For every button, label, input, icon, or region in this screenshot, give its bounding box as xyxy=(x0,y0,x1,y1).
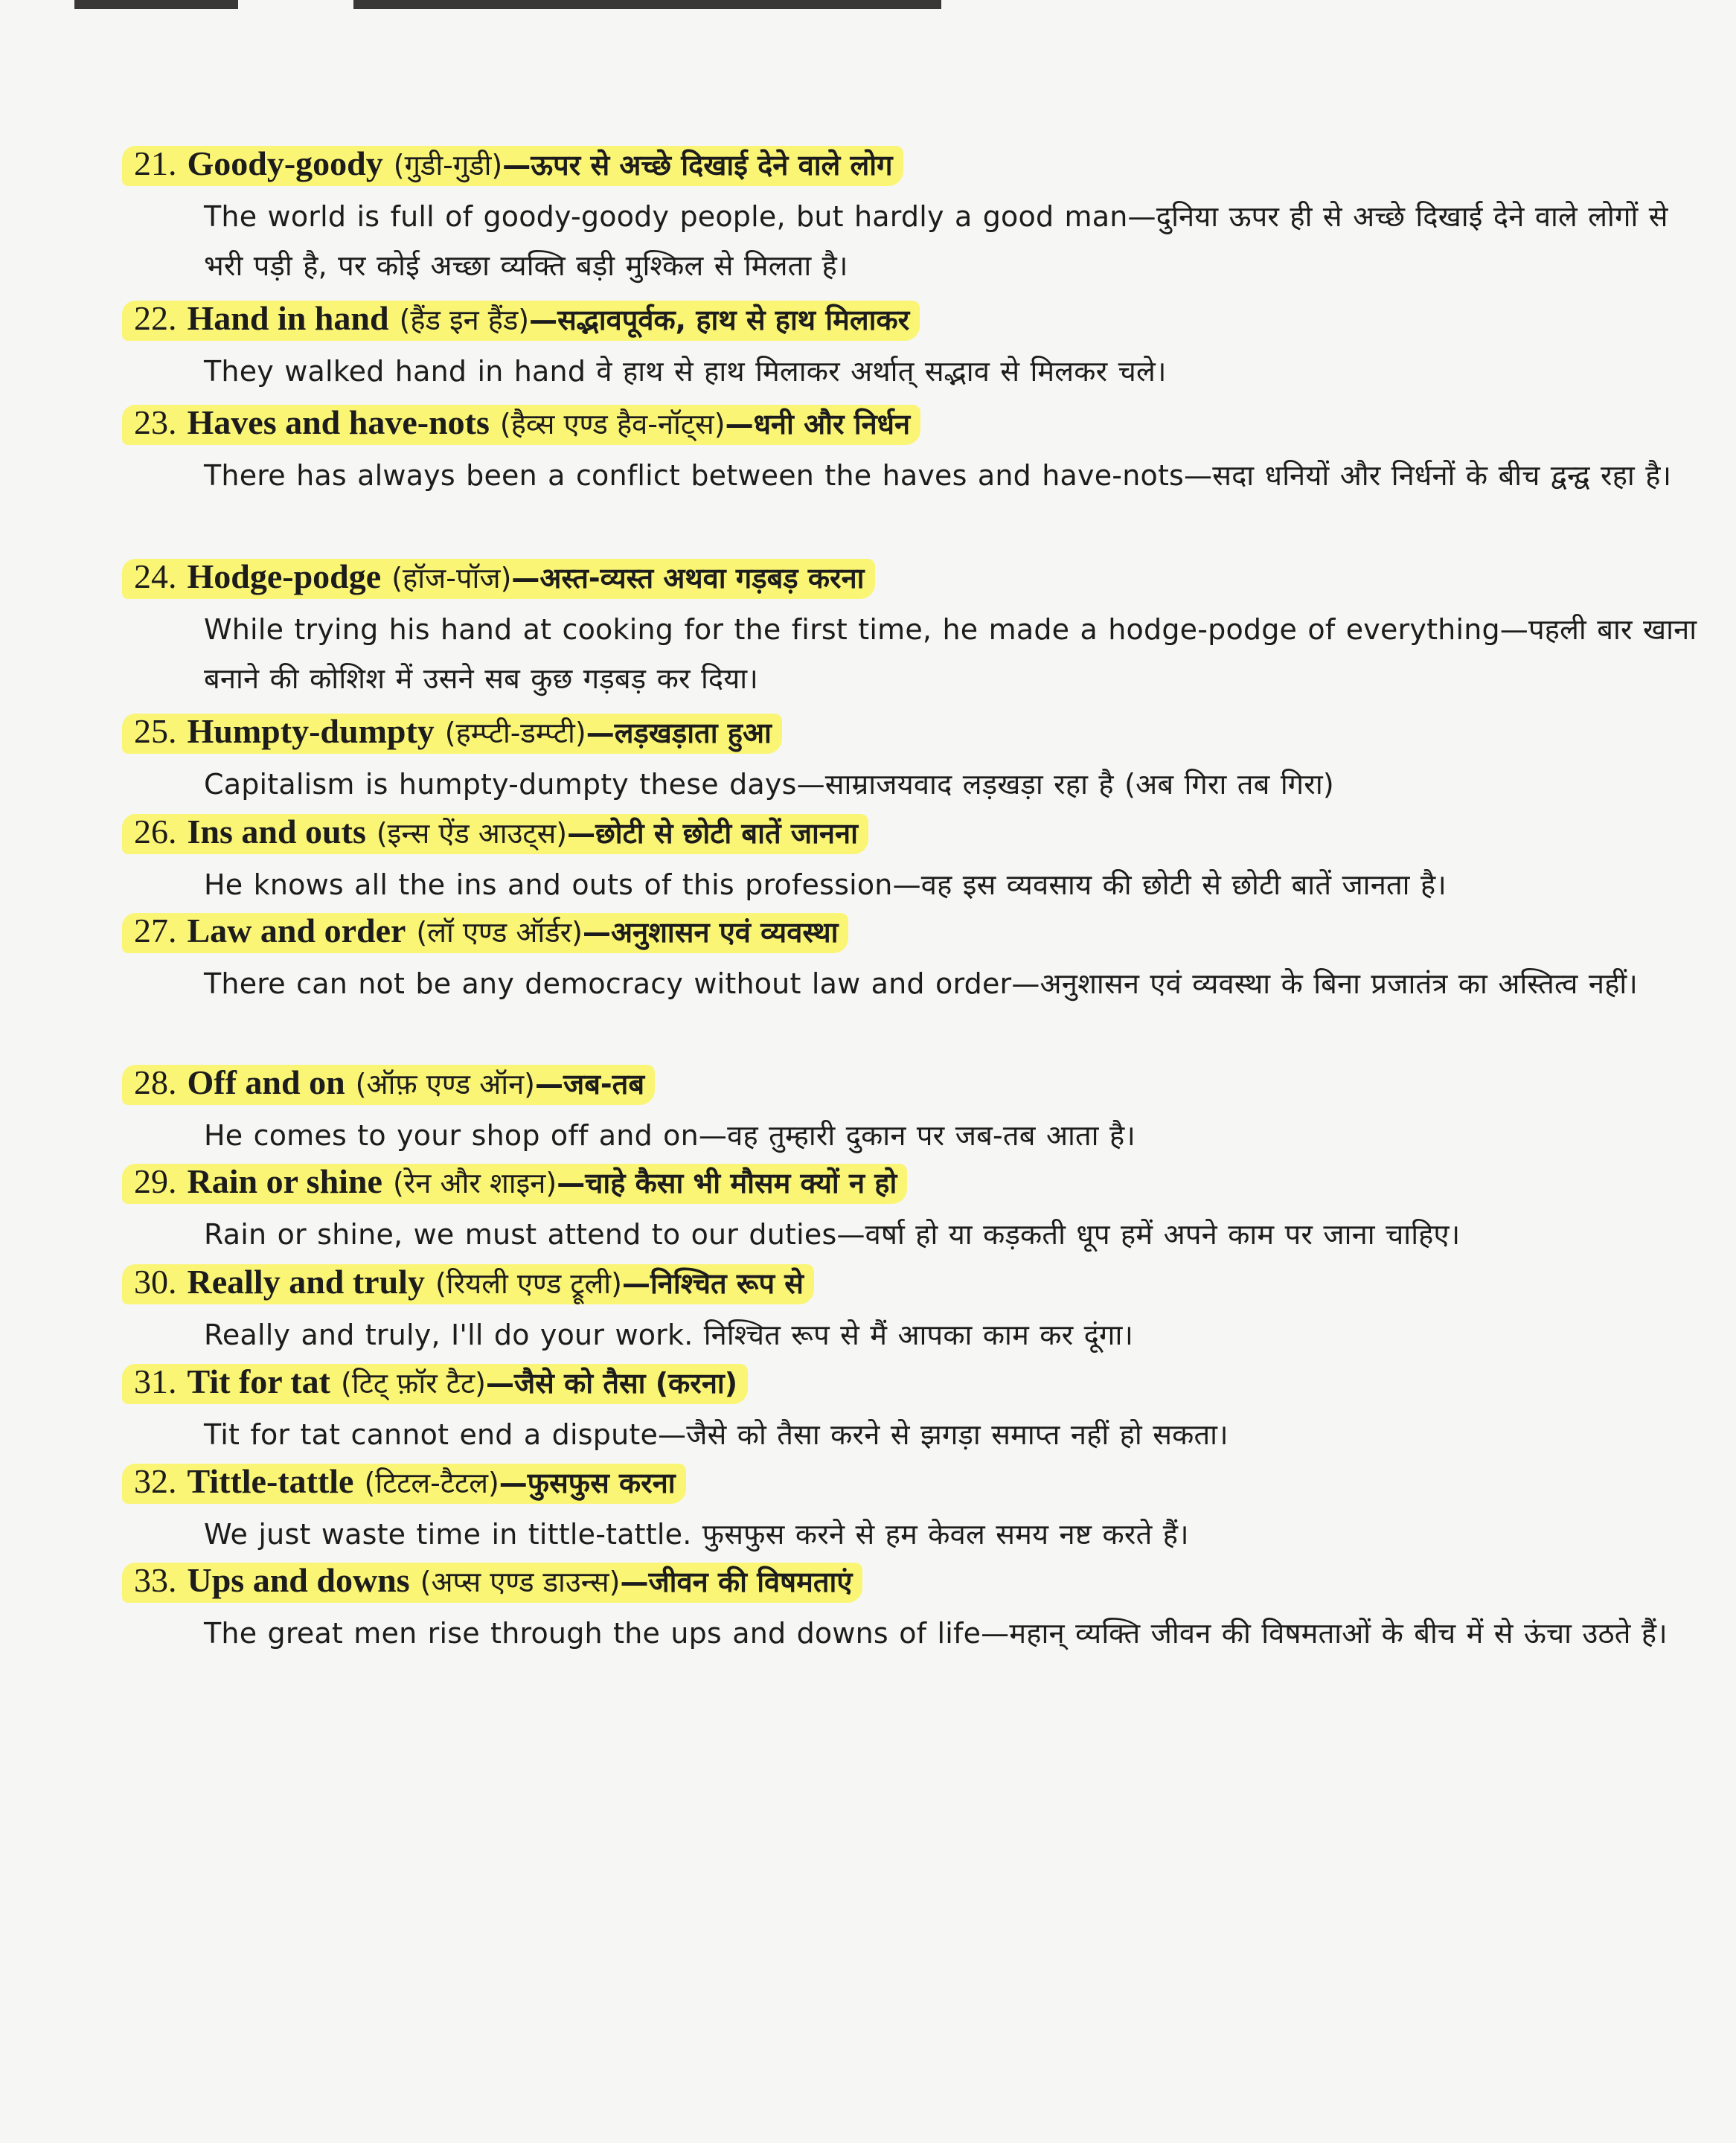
idiom-term: Hand in hand xyxy=(187,299,389,337)
idiom-meaning: —जब-तब xyxy=(535,1068,645,1101)
idiom-pronunciation: (टिट् फ़ॉर टैट) xyxy=(341,1367,486,1400)
idiom-example: He knows all the ins and outs of this profession—वह इस व्यवसाय की छोटी से छोटी बातें जानता है। xyxy=(204,868,1447,901)
idiom-meaning: —धनी और निर्धन xyxy=(725,408,911,441)
idiom-example: He comes to your shop off and on—वह तुम्हारी दुकान पर जब-तब आता है। xyxy=(204,1119,1136,1152)
entry-number: 31. xyxy=(134,1362,177,1400)
idiom-term: Law and order xyxy=(187,912,406,949)
idiom-heading xyxy=(122,1558,862,1604)
entry-number: 28. xyxy=(134,1063,177,1101)
entry-number: 24. xyxy=(134,557,177,595)
entry-number: 25. xyxy=(134,712,177,750)
idiom-pronunciation: (रियली एण्ड ट्रूली) xyxy=(435,1267,622,1300)
entry-number: 27. xyxy=(134,912,177,949)
idiom-meaning: —अनुशासन एवं व्यवस्था xyxy=(582,916,839,949)
idiom-entry-23 xyxy=(134,400,1704,500)
idiom-example: Rain or shine, we must attend to our duties—वर्षा हो या कड़कती धूप हमें अपने काम पर जाना चाहिए। xyxy=(204,1218,1461,1251)
idiom-term: Haves and have-nots xyxy=(187,403,490,441)
idiom-meaning: —निश्चित रूप से xyxy=(621,1267,804,1300)
idiom-entry-28 xyxy=(134,1060,1704,1160)
idiom-heading xyxy=(122,554,875,600)
idiom-example: Really and truly, I'll do your work. निश्चित रूप से मैं आपका काम कर दूंगा। xyxy=(204,1319,1134,1351)
idiom-pronunciation: (लॉ एण्ड ऑर्डर) xyxy=(416,916,583,949)
idiom-term: Hodge-podge xyxy=(187,557,382,595)
idiom-entry-26 xyxy=(134,810,1704,909)
idiom-entry-31 xyxy=(134,1359,1704,1459)
idiom-pronunciation: (रेन और शाइन) xyxy=(392,1167,557,1199)
idiom-heading xyxy=(122,1159,907,1205)
idiom-term: Tit for tat xyxy=(187,1362,330,1400)
idiom-example: Capitalism is humpty-dumpty these days—साम्राजयवाद लड़खड़ा रहा है (अब गिरा तब गिरा) xyxy=(204,768,1334,801)
idiom-meaning: —जैसे को तैसा (करना) xyxy=(485,1367,738,1400)
entry-number: 26. xyxy=(134,813,177,851)
idiom-heading xyxy=(122,1459,686,1505)
idiom-pronunciation: (अप्स एण्ड डाउन्स) xyxy=(420,1566,621,1598)
idiom-term: Tittle-tattle xyxy=(187,1462,354,1500)
idiom-entry-25 xyxy=(134,709,1704,809)
idiom-entry-24 xyxy=(134,554,1704,703)
idiom-heading xyxy=(122,909,848,955)
idiom-heading xyxy=(122,1060,655,1106)
entry-number: 32. xyxy=(134,1462,177,1500)
idiom-heading xyxy=(122,709,782,755)
entry-number: 29. xyxy=(134,1162,177,1200)
idiom-pronunciation: (हैव्स एण्ड हैव-नॉट्स) xyxy=(499,408,726,441)
idiom-meaning: —जीवन की विषमताएं xyxy=(620,1566,853,1598)
idiom-example: They walked hand in hand वे हाथ से हाथ मिलाकर अर्थात् सद्भाव से मिलकर चले। xyxy=(204,355,1167,388)
idiom-meaning: —चाहे कैसा भी मौसम क्यों न हो xyxy=(557,1167,897,1199)
idiom-entry-33 xyxy=(134,1558,1704,1658)
idiom-heading xyxy=(122,1260,814,1306)
entry-number: 22. xyxy=(134,299,177,337)
idiom-example: Tit for tat cannot end a dispute—जैसे को तैसा करने से झगड़ा समाप्त नहीं हो सकता। xyxy=(204,1418,1229,1451)
idiom-term: Off and on xyxy=(187,1063,345,1101)
idiom-heading xyxy=(122,810,868,856)
idiom-entry-22 xyxy=(134,296,1704,396)
idiom-example: While trying his hand at cooking for the first time, he made a hodge-podge of everything—पहली बार खाना बनाने की कोशिश में उसने सब कुछ गड़बड़ कर दिया। xyxy=(204,613,1697,695)
idiom-entry-27 xyxy=(134,909,1704,1008)
idiom-term: Ups and downs xyxy=(187,1561,410,1599)
idiom-heading xyxy=(122,141,903,188)
idiom-pronunciation: (हैंड इन हैंड) xyxy=(399,304,530,336)
idiom-entry-21 xyxy=(134,141,1704,290)
idiom-term: Really and truly xyxy=(187,1263,425,1301)
entry-number: 21. xyxy=(134,144,177,182)
idiom-pronunciation: (टिटल-टैटल) xyxy=(364,1467,499,1499)
entry-number: 30. xyxy=(134,1263,177,1301)
idiom-example: The great men rise through the ups and downs of life—महान् व्यक्ति जीवन की विषमताओं के बीच में से ऊंचा उठते हैं। xyxy=(204,1617,1668,1650)
idiom-example: We just waste time in tittle-tattle. फुसफुस करने से हम केवल समय नष्ट करते हैं। xyxy=(204,1518,1189,1551)
idiom-pronunciation: (गुडी-गुडी) xyxy=(393,149,503,182)
idiom-pronunciation: (इन्स ऐंड आउट्स) xyxy=(376,817,568,850)
idiom-example: There has always been a conflict between the haves and have-nots—सदा धनियों और निर्धनों के बीच द्वन्द्व रहा है। xyxy=(204,459,1672,492)
idiom-pronunciation: (ऑफ़ एण्ड ऑन) xyxy=(355,1068,536,1101)
idiom-meaning: —अस्त-व्यस्त अथवा गड़बड़ करना xyxy=(511,562,865,595)
idiom-term: Humpty-dumpty xyxy=(187,712,435,750)
idiom-meaning: —फुसफुस करना xyxy=(499,1467,676,1499)
idiom-pronunciation: (हम्प्टी-डम्प्टी) xyxy=(444,717,586,749)
idiom-meaning: —ऊपर से अच्छे दिखाई देने वाले लोग xyxy=(502,149,893,182)
idiom-example: There can not be any democracy without law and order—अनुशासन एवं व्यवस्था के बिना प्रजातंत्र का अस्तित्व नहीं। xyxy=(204,967,1639,1000)
entry-number: 23. xyxy=(134,403,177,441)
idiom-entry-32 xyxy=(134,1459,1704,1559)
idiom-term: Ins and outs xyxy=(187,813,366,851)
idiom-meaning: —सद्भावपूर्वक, हाथ से हाथ मिलाकर xyxy=(529,304,910,336)
idiom-meaning: —लड़खड़ाता हुआ xyxy=(586,717,772,749)
idiom-pronunciation: (हॉज-पॉज) xyxy=(391,562,512,595)
idiom-entry-30 xyxy=(134,1260,1704,1359)
idiom-term: Goody-goody xyxy=(187,144,383,182)
idiom-meaning: —छोटी से छोटी बातें जानना xyxy=(567,817,858,850)
entry-number: 33. xyxy=(134,1561,177,1599)
idiom-heading xyxy=(122,296,920,342)
idiom-term: Rain or shine xyxy=(187,1162,382,1200)
idiom-entry-29 xyxy=(134,1159,1704,1259)
idiom-example: The world is full of goody-goody people, but hardly a good man—दुनिया ऊपर ही से अच्छे दिखाई देने वाले लोगों से भरी पड़ी है, पर कोई अच्छा व्यक्ति बड़ी मुश्किल से मिलता है। xyxy=(204,200,1668,282)
idiom-heading xyxy=(122,1359,748,1406)
idiom-heading xyxy=(122,400,920,446)
